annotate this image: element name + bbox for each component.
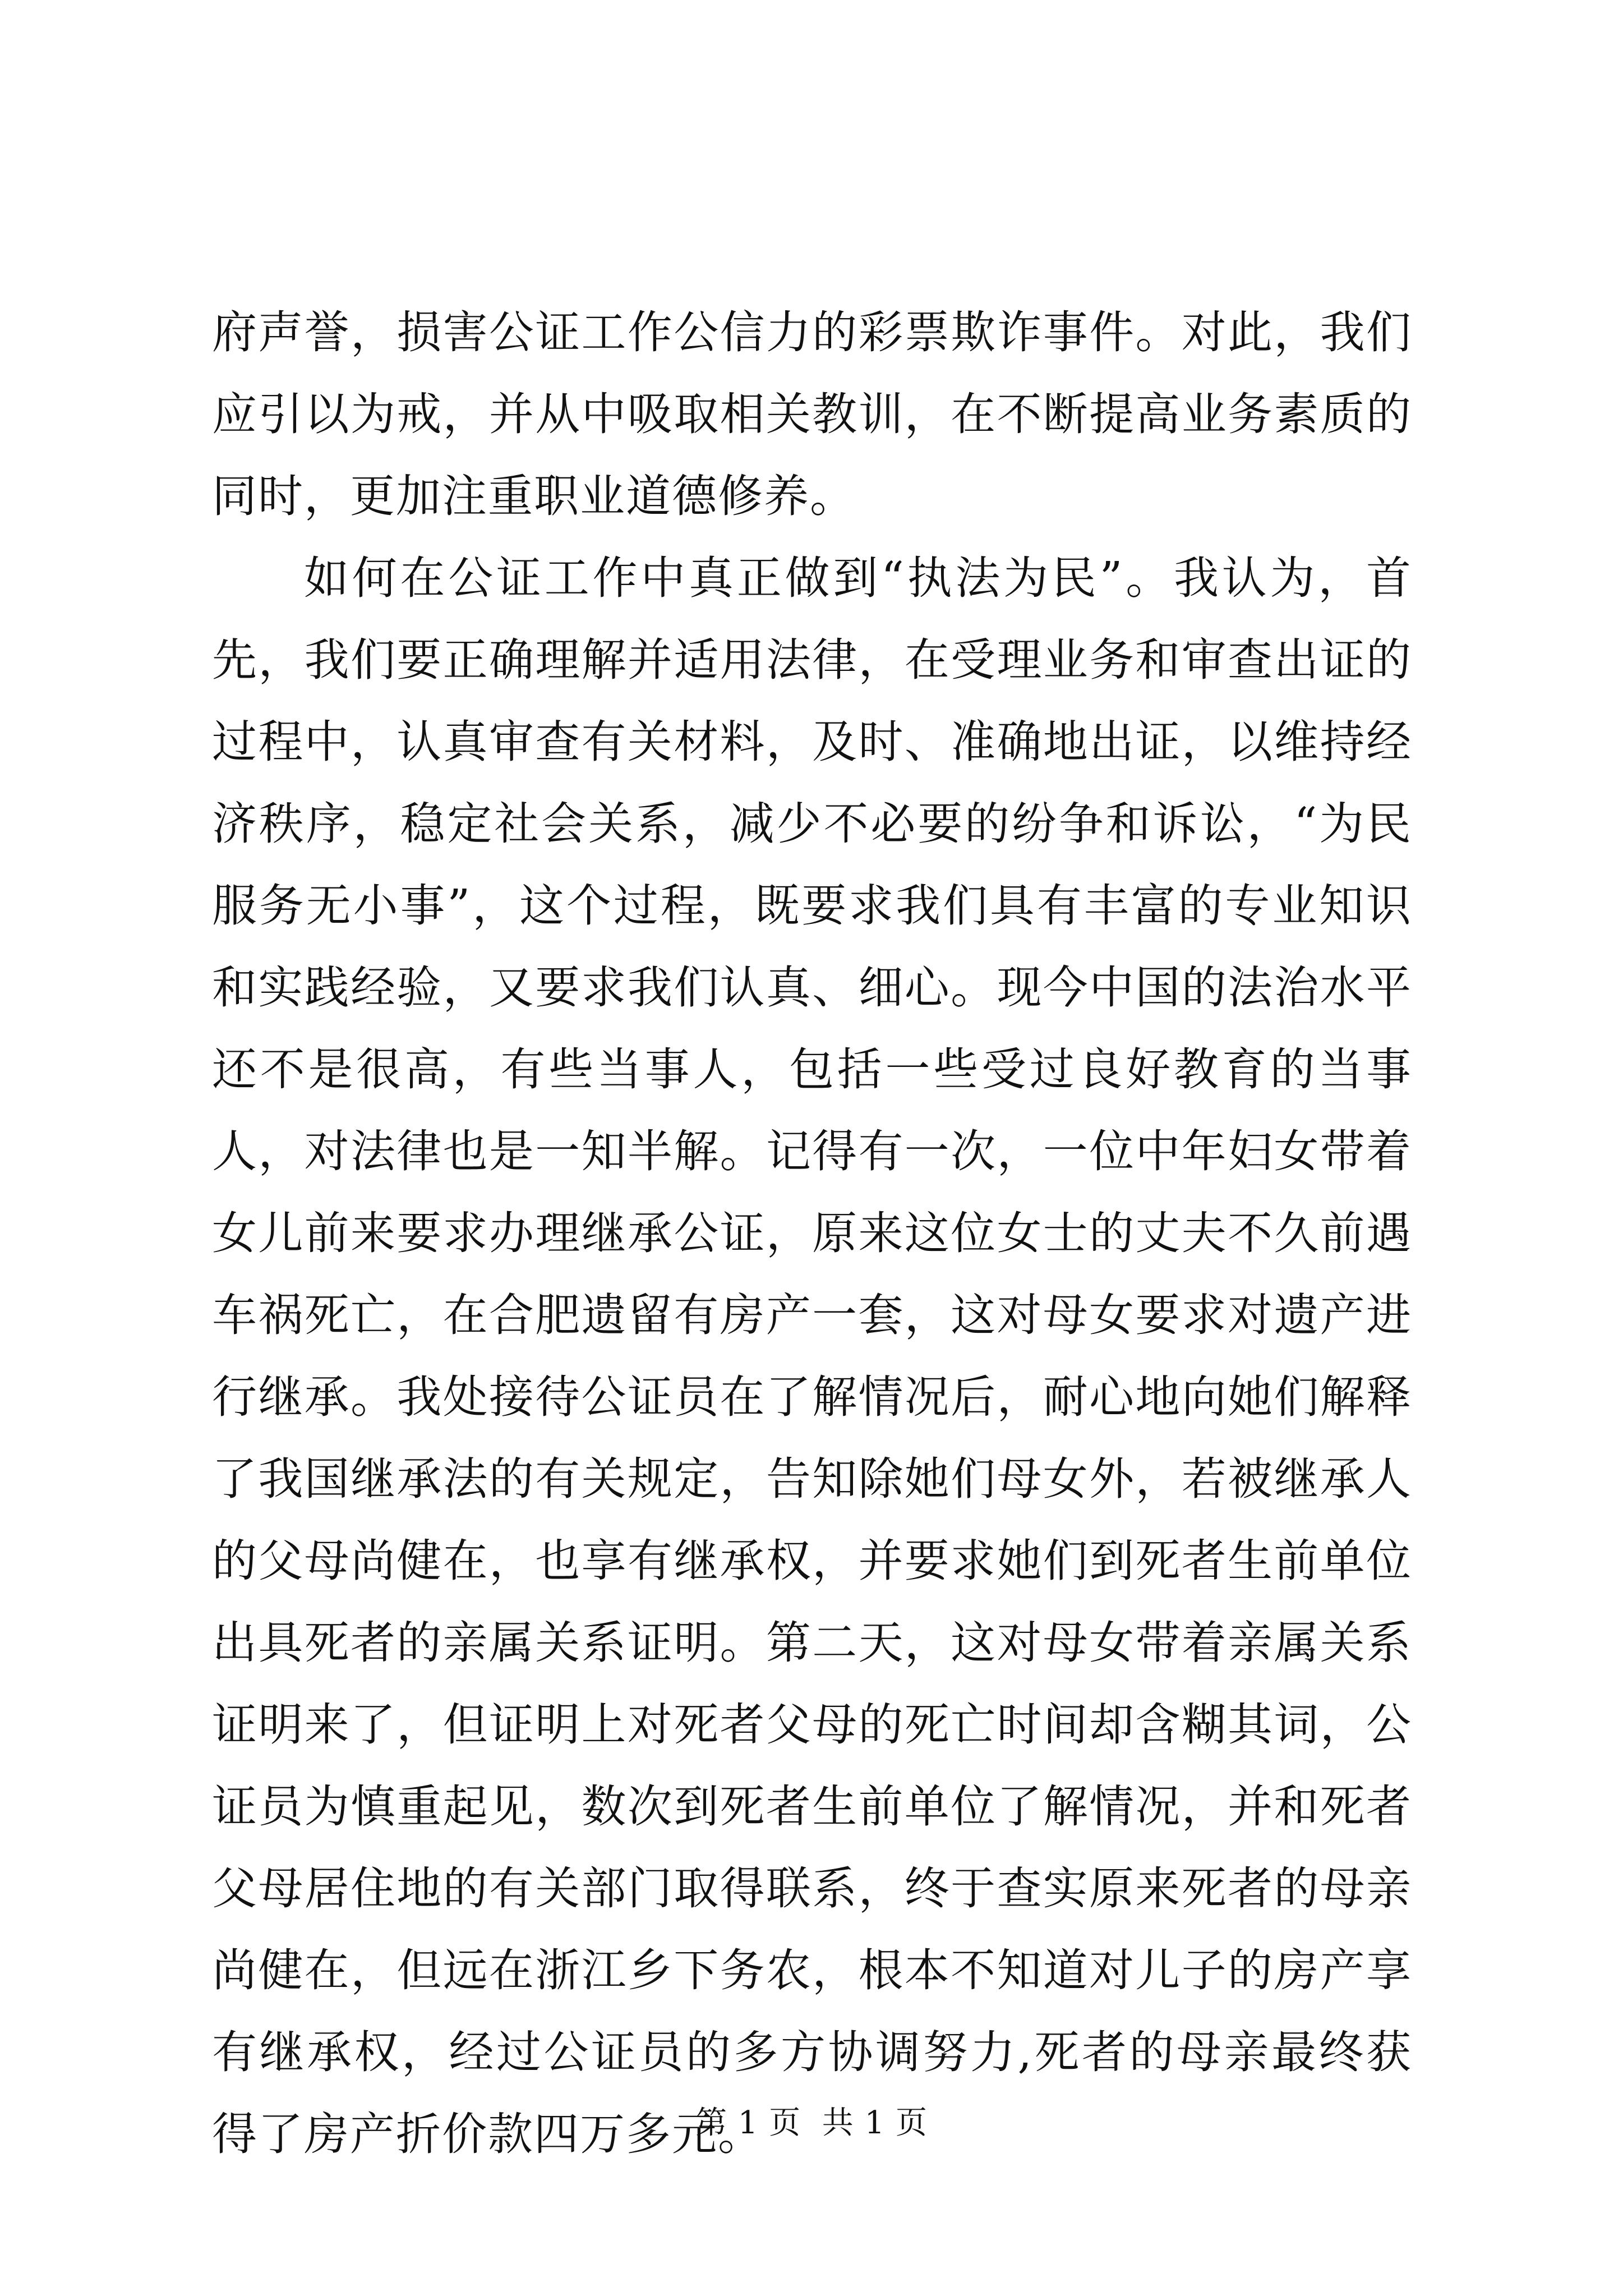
document-body bbox=[212, 292, 1412, 2175]
page-footer: 第 1 页 共 1 页 bbox=[695, 2105, 928, 2141]
paragraph-1: 府声誉，损害公证工作公信力的彩票欺诈事件。对此，我们应引以为戒，并从中吸取相关教训，在不断提高业务素质的同时，更加注重职业道德修养。 bbox=[212, 306, 1412, 522]
paragraph-2: 如何在公证工作中真正做到“执法为民”。我认为，首先，我们要正确理解并适用法律，在受理业务和审查出证的过程中，认真审查有关材料，及时、准确地出证，以维持经济秩序，稳定社会关系，减少不必要的纷争和诉讼，“为民服务无小事”，这个过程，既要求我们具有丰富的专业知识和实践经验，又要求我们认真、细心。现今中国的法治水平还不是很高，有些当事人，包括一些受过良好教育的当事人，对法律也是一知半解。记得有一次，一位中年妇女带着女儿前来要求办理继承公证，原来这位女士的丈夫不久前遇车祸死亡，在合肥遗留有房产一套，这对母女要求对遗产进行继承。我处接待公证员在了解情况后，耐心地向她们解释了我国继承法的有关规定，告知除她们母女外，若被继承人的父母尚健在，也享有继承权，并要求她们到死者生前单位出具死者的亲属关系证明。第二天，这对母女带着亲属关系证明来了，但证明上对死者父母的死亡时间却含糊其词，公证员为慎重起见，数次到死者生前单位了解情况，并和死者父母居住地的有关部门取得联系，终于查实原来死者的母亲尚健在，但远在浙江乡下务农，根本不知道对儿子的房产享有继承权，经过公证员的多方协调努力,死者的母亲最终获得了房产折价款四万多元。 bbox=[212, 552, 1412, 2160]
